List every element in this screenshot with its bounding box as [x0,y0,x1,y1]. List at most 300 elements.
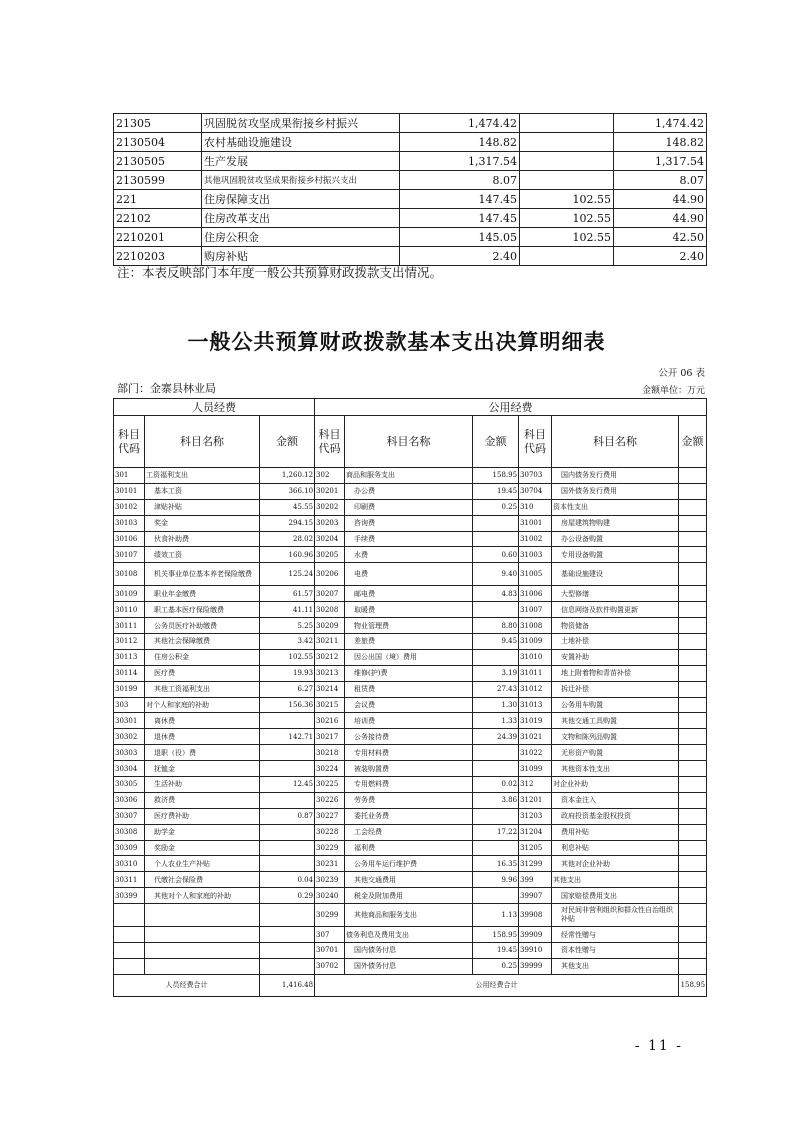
public-total-amount: 158.95 [679,974,707,996]
personnel-amount: 61.57 [260,586,315,602]
personnel-amount [260,745,315,761]
public2-amount [679,665,707,681]
personnel-code: 30110 [114,602,145,618]
personnel-amount [260,904,315,927]
public2-name: 办公设备购置 [552,531,679,547]
public-code: 30229 [315,840,345,856]
public2-code: 30703 [519,468,552,484]
public2-code: 399 [519,872,552,888]
project-amount: 44.90 [614,209,707,228]
public-name: 专用材料费 [345,745,473,761]
personnel-name: 对个人和家庭的补助 [145,697,260,713]
public2-name: 费用补贴 [552,824,679,840]
basic-amount: 102.55 [520,209,614,228]
personnel-name-header: 科目名称 [145,416,260,468]
table-row [114,468,707,484]
personnel-name: 职工基本医疗保险缴费 [145,602,260,618]
public2-code: 31011 [519,665,552,681]
public-amount [473,602,519,618]
personnel-code: 30303 [114,745,145,761]
public2-amount [679,958,707,974]
table-number: 公开 06 表 [658,368,705,379]
personnel-amount [260,840,315,856]
personnel-name: 机关事业单位基本养老保险缴费 [145,563,260,586]
table-row [114,729,707,745]
amount-unit-label: 金额单位：万元 [641,386,705,396]
table-row [114,665,707,681]
basic-amount [520,152,614,171]
project-amount: 2.40 [614,247,707,266]
item-name: 巩固脱贫攻坚成果衔接乡村振兴 [202,114,400,133]
personnel-amount [260,927,315,943]
personnel-code: 30309 [114,840,145,856]
item-code: 221 [114,190,202,209]
public-amount: 9.40 [473,563,519,586]
public-name: 税金及附加费用 [345,888,473,904]
item-name: 生产发展 [202,152,400,171]
public2-amount [679,483,707,499]
public-name: 电费 [345,563,473,586]
personnel-name [145,943,260,959]
public-name: 办公费 [345,483,473,499]
public2-name: 利息补贴 [552,840,679,856]
personnel-code: 301 [114,468,145,484]
table-row [114,602,707,618]
table-row [114,634,707,650]
personnel-group-header: 人员经费 [114,399,315,416]
project-amount: 42.50 [614,228,707,247]
public-amount: 9.96 [473,872,519,888]
public-code-header: 科目代码 [315,416,345,468]
public2-name: 其他交通工具购置 [552,713,679,729]
public2-code: 30704 [519,483,552,499]
personnel-code: 30114 [114,665,145,681]
table-row [114,547,707,563]
public-amount: 1.33 [473,713,519,729]
public2-name: 国内债务发行费用 [552,468,679,484]
public2-code: 31013 [519,697,552,713]
public-code: 30206 [315,563,345,586]
personnel-name: 医疗费 [145,665,260,681]
public2-name: 经常性赠与 [552,927,679,943]
table-row [114,681,707,697]
public-name: 劳务费 [345,792,473,808]
personnel-code: 30301 [114,713,145,729]
public-amount: 8.80 [473,618,519,634]
personnel-amount: 3.42 [260,634,315,650]
public-code: 30209 [315,618,345,634]
public2-code: 31204 [519,824,552,840]
public-code: 30239 [315,872,345,888]
public2-code: 31021 [519,729,552,745]
personnel-name: 医疗费补助 [145,808,260,824]
public-code: 30226 [315,792,345,808]
public2-name: 房屋建筑物购建 [552,515,679,531]
public2-amount [679,634,707,650]
public2-code: 31012 [519,681,552,697]
personnel-name: 职业年金缴费 [145,586,260,602]
personnel-name: 其他工资福利支出 [145,681,260,697]
table-row [114,531,707,547]
basic-expenditure-detail-table [113,398,707,997]
item-code: 2130504 [114,133,202,152]
personnel-code: 30102 [114,499,145,515]
public2-code: 31299 [519,856,552,872]
public2-name: 国外债务发行费用 [552,483,679,499]
basic-amount [520,114,614,133]
public2-amount [679,547,707,563]
public-amount: 158.95 [473,927,519,943]
personnel-total-label: 人员经费合计 [114,974,260,996]
personnel-code: 30103 [114,515,145,531]
table-row [114,808,707,824]
group-header-row [114,399,707,416]
total-amount: 8.07 [400,171,520,190]
public-code: 30228 [315,824,345,840]
public2-code: 31203 [519,808,552,824]
personnel-code: 30305 [114,777,145,793]
project-amount: 148.82 [614,133,707,152]
total-amount: 148.82 [400,133,520,152]
public2-code: 31006 [519,586,552,602]
personnel-code: 30311 [114,872,145,888]
personnel-name [145,904,260,927]
public2-amount [679,586,707,602]
personnel-code: 30108 [114,563,145,586]
public2-amount [679,515,707,531]
public-name: 商品和服务支出 [345,468,473,484]
total-amount: 147.45 [400,209,520,228]
public-name: 水费 [345,547,473,563]
public-code: 30216 [315,713,345,729]
item-name: 住房公积金 [202,228,400,247]
public-name: 国外债务付息 [345,958,473,974]
public2-name: 其他支出 [552,958,679,974]
item-code: 2130599 [114,171,202,190]
public-code: 30299 [315,904,345,927]
personnel-name [145,927,260,943]
personnel-code [114,904,145,927]
personnel-amount: 0.29 [260,888,315,904]
personnel-code: 30107 [114,547,145,563]
personnel-code: 30304 [114,761,145,777]
public-amount [473,761,519,777]
total-amount: 147.45 [400,190,520,209]
table-row [114,133,707,152]
personnel-name: 伙食补助费 [145,531,260,547]
public2-code: 31009 [519,634,552,650]
personnel-amount: 1,260.12 [260,468,315,484]
public2-amount [679,777,707,793]
public2-name: 无形资产购置 [552,745,679,761]
public2-name: 资本性支出 [552,499,679,515]
public2-code: 31005 [519,563,552,586]
personnel-name: 抚恤金 [145,761,260,777]
basic-amount [520,133,614,152]
public2-code: 31003 [519,547,552,563]
public-amount: 0.25 [473,499,519,515]
personnel-code: 30111 [114,618,145,634]
table-row [114,872,707,888]
public-name: 其他商品和服务支出 [345,904,473,927]
personnel-name: 绩效工资 [145,547,260,563]
personnel-amount: 45.55 [260,499,315,515]
public-code: 30224 [315,761,345,777]
public2-name: 基础设施建设 [552,563,679,586]
total-amount: 145.05 [400,228,520,247]
table-row [114,927,707,943]
personnel-code: 30302 [114,729,145,745]
public2-name: 信息网络及软件购置更新 [552,602,679,618]
public-amount: 19.45 [473,483,519,499]
personnel-amount: 366.10 [260,483,315,499]
project-amount: 8.07 [614,171,707,190]
public2-code: 39910 [519,943,552,959]
public-code: 30214 [315,681,345,697]
basic-expenditure-table-body [114,399,707,997]
public2-amount [679,729,707,745]
basic-amount: 102.55 [520,228,614,247]
public-name: 物业管理费 [345,618,473,634]
public2-name: 文物和陈列品购置 [552,729,679,745]
public2-amount [679,943,707,959]
public2-name: 物资储备 [552,618,679,634]
personnel-amount: 160.96 [260,547,315,563]
public-code: 30201 [315,483,345,499]
public2-name: 专用设备购置 [552,547,679,563]
public-amount: 3.19 [473,665,519,681]
personnel-amount [260,713,315,729]
personnel-amount: 125.24 [260,563,315,586]
public2-amount [679,904,707,927]
personnel-code: 303 [114,697,145,713]
public-amount: 1.13 [473,904,519,927]
public2-amount [679,808,707,824]
item-name: 住房改革支出 [202,209,400,228]
public-code: 30215 [315,697,345,713]
table-row [114,618,707,634]
table-row [114,515,707,531]
personnel-name: 退休费 [145,729,260,745]
personnel-amount: 6.27 [260,681,315,697]
table-row [114,586,707,602]
public2-code: 31099 [519,761,552,777]
public-name: 邮电费 [345,586,473,602]
basic-amount: 102.55 [520,190,614,209]
public2-amount [679,649,707,665]
personnel-name: 个人农业生产补贴 [145,856,260,872]
public-name: 公务用车运行维护费 [345,856,473,872]
public-amount [473,808,519,824]
table-row [114,713,707,729]
personnel-code: 30101 [114,483,145,499]
table-row [114,697,707,713]
public-amount: 4.83 [473,586,519,602]
public2-name: 其他资本性支出 [552,761,679,777]
public2-code: 31007 [519,602,552,618]
public2-amount [679,856,707,872]
public-code: 30211 [315,634,345,650]
public2-amount [679,602,707,618]
table-row [114,190,707,209]
public-name: 国内债务付息 [345,943,473,959]
fiscal-expenditure-table-body [114,114,707,266]
public2-code: 31022 [519,745,552,761]
total-amount: 1,317.54 [400,152,520,171]
public2-name: 其他对企业补助 [552,856,679,872]
public-amount: 0.25 [473,958,519,974]
public-code: 30212 [315,649,345,665]
personnel-name: 其他对个人和家庭的补助 [145,888,260,904]
personnel-amount [260,792,315,808]
public2-amount [679,840,707,856]
public2-code: 31010 [519,649,552,665]
public-code: 30701 [315,943,345,959]
personnel-name: 公务员医疗补助缴费 [145,618,260,634]
public2-name: 土地补偿 [552,634,679,650]
personnel-name: 工资福利支出 [145,468,260,484]
personnel-amount [260,856,315,872]
table-row [114,777,707,793]
public2-amount [679,927,707,943]
personnel-amount: 156.36 [260,697,315,713]
personnel-amount [260,943,315,959]
public2-amount [679,468,707,484]
public-name: 印刷费 [345,499,473,515]
page-title: 一般公共预算财政拨款基本支出决算明细表 [187,330,606,354]
public-amount [473,888,519,904]
personnel-code [114,943,145,959]
personnel-code-header: 科目代码 [114,416,145,468]
public-code: 30231 [315,856,345,872]
public2-amount [679,697,707,713]
public-code: 30213 [315,665,345,681]
public-name: 公务接待费 [345,729,473,745]
table-row [114,152,707,171]
personnel-code: 30307 [114,808,145,824]
personnel-name: 救济费 [145,792,260,808]
table-row [114,792,707,808]
totals-row [114,974,707,996]
public2-code: 31002 [519,531,552,547]
public2-amount [679,745,707,761]
personnel-code: 30308 [114,824,145,840]
public2-code: 312 [519,777,552,793]
total-amount: 2.40 [400,247,520,266]
public2-name: 对企业补助 [552,777,679,793]
public2-name: 国家赔偿费用支出 [552,888,679,904]
personnel-code: 30199 [114,681,145,697]
public-name: 租赁费 [345,681,473,697]
public2-amount [679,792,707,808]
public-name: 培训费 [345,713,473,729]
public-amount: 19.45 [473,943,519,959]
public2-name: 其他支出 [552,872,679,888]
public2-name: 资本金注入 [552,792,679,808]
table-note: 注：本表反映部门本年度一般公共预算财政拨款支出情况。 [117,265,443,280]
fiscal-expenditure-table [113,113,707,266]
personnel-amount [260,824,315,840]
table-row [114,228,707,247]
table-row [114,745,707,761]
public-name: 取暖费 [345,602,473,618]
personnel-code: 30113 [114,649,145,665]
personnel-amount: 0.87 [260,808,315,824]
public-name: 工会经费 [345,824,473,840]
public-amount: 27.43 [473,681,519,697]
personnel-code: 30112 [114,634,145,650]
public-name: 其他交通费用 [345,872,473,888]
personnel-code: 30310 [114,856,145,872]
item-code: 22102 [114,209,202,228]
table-row [114,563,707,586]
public-code: 30203 [315,515,345,531]
item-code: 2130505 [114,152,202,171]
personnel-name: 奖励金 [145,840,260,856]
personnel-name: 助学金 [145,824,260,840]
public-name: 手续费 [345,531,473,547]
public-amount [473,745,519,761]
public2-code: 39909 [519,927,552,943]
public-amount: 17.22 [473,824,519,840]
public-code: 30225 [315,777,345,793]
personnel-amount: 0.04 [260,872,315,888]
public-amount: 0.60 [473,547,519,563]
item-name: 农村基础设施建设 [202,133,400,152]
public2-name: 地上附着物和青苗补偿 [552,665,679,681]
public2-code: 39908 [519,904,552,927]
public2-amount [679,824,707,840]
public-amount: 24.39 [473,729,519,745]
item-name: 购房补贴 [202,247,400,266]
personnel-code: 30106 [114,531,145,547]
personnel-code [114,958,145,974]
public-name: 差旅费 [345,634,473,650]
personnel-code: 30109 [114,586,145,602]
public-amount [473,515,519,531]
item-code: 2210201 [114,228,202,247]
table-row [114,958,707,974]
public-name: 被装购置费 [345,761,473,777]
personnel-amount-header: 金额 [260,416,315,468]
column-header-row [114,416,707,468]
public2-name: 公务用车购置 [552,697,679,713]
item-code: 21305 [114,114,202,133]
public2-amount [679,563,707,586]
personnel-amount: 102.55 [260,649,315,665]
public2-name: 对民间非营利组织和群众性自治组织补贴 [552,904,679,927]
personnel-total-amount: 1,416.48 [260,974,315,996]
personnel-name: 离休费 [145,713,260,729]
public-amount: 158.95 [473,468,519,484]
basic-amount [520,171,614,190]
public-code: 30208 [315,602,345,618]
item-code: 2210203 [114,247,202,266]
public-amount [473,649,519,665]
table-row [114,483,707,499]
table-row [114,943,707,959]
public-amount: 3.86 [473,792,519,808]
public2-code-header: 科目代码 [519,416,552,468]
public-code: 30202 [315,499,345,515]
public2-code: 310 [519,499,552,515]
public2-code: 31001 [519,515,552,531]
personnel-amount [260,958,315,974]
table-row [114,649,707,665]
public-name: 咨询费 [345,515,473,531]
personnel-name: 津贴补贴 [145,499,260,515]
public-amount [473,840,519,856]
